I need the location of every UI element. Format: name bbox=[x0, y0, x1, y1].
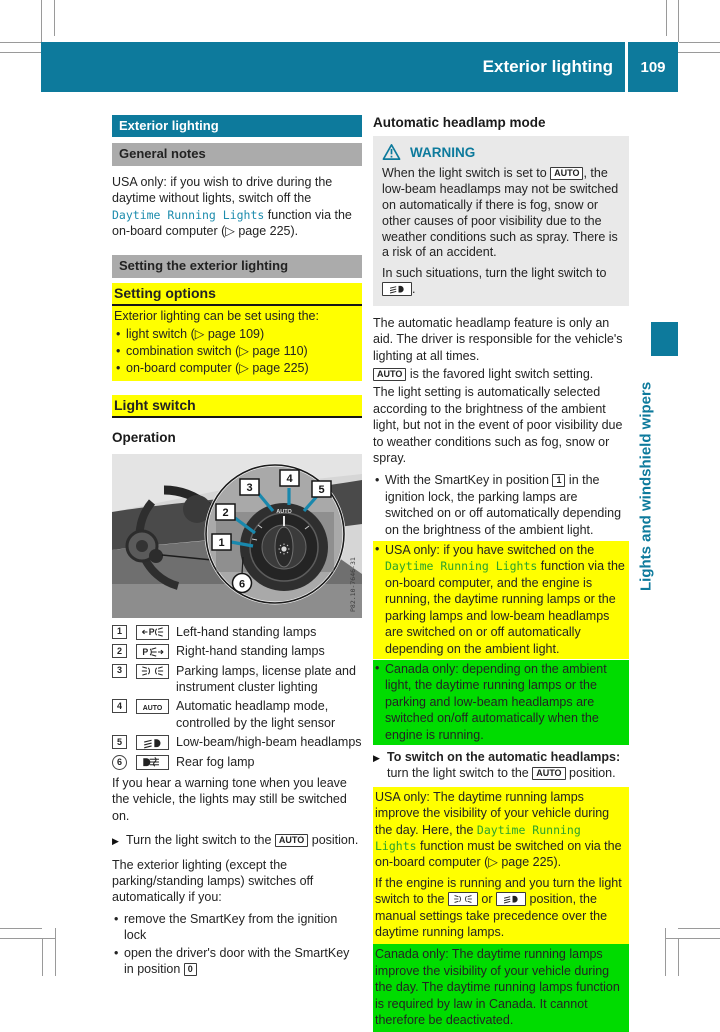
legend-number: 4 bbox=[112, 699, 127, 713]
auto-mode-icon bbox=[136, 699, 169, 714]
auto-keycap: AUTO bbox=[532, 767, 565, 780]
legend-row bbox=[112, 734, 362, 750]
legend-row bbox=[112, 698, 362, 731]
legend-label: Rear fog lamp bbox=[176, 754, 255, 769]
legend-label: Parking lamps, license plate and instrument cluster lighting bbox=[176, 663, 356, 694]
auto-keycap: AUTO bbox=[373, 368, 406, 381]
rear-fog-lamp-icon bbox=[136, 755, 169, 770]
auto-keycap: AUTO bbox=[275, 834, 308, 847]
paragraph: The exterior lighting (except the parking/standing lamps) switches off automatically if you: bbox=[112, 857, 314, 905]
legend-label: Left-hand standing lamps bbox=[176, 624, 317, 639]
svg-text:P: P bbox=[148, 627, 155, 638]
svg-text:AUTO: AUTO bbox=[142, 705, 163, 713]
warning-title-row bbox=[382, 143, 620, 161]
list-item-canada-highlighted: • Canada only: depending on the ambient light, the daytime running lamps or the parking and low-beam headlamps are switched on/off automatically when the engine is running. bbox=[373, 660, 629, 745]
list-item: • remove the SmartKey from the ignition lock bbox=[112, 911, 362, 944]
paragraph: The light setting is automatically selected according to the brightness of the ambient light, but not in the event of poor visibility due to weather conditions such as fog, snow or spray. bbox=[373, 385, 623, 466]
crop-mark bbox=[679, 42, 720, 43]
callout-2: 2 bbox=[222, 506, 229, 519]
legend-number: 5 bbox=[112, 735, 127, 749]
crop-mark bbox=[55, 928, 56, 976]
legend-number: 2 bbox=[112, 644, 127, 658]
legend-row bbox=[112, 624, 362, 640]
section-header-exterior-lighting: Exterior lighting bbox=[112, 115, 362, 137]
legend-number: 6 bbox=[112, 755, 127, 770]
crop-mark bbox=[54, 0, 55, 36]
legend-number: 3 bbox=[112, 664, 127, 678]
section-header-setting-exterior-lighting: Setting the exterior lighting bbox=[112, 255, 362, 277]
crop-mark bbox=[42, 938, 43, 976]
instruction-bold: To switch on the automatic headlamps: bbox=[387, 749, 621, 764]
warning-paragraph: When the light switch is set to AUTO , the low-beam headlamps may not be switched on automatically if there is fog, snow or other causes of poor visibility due to the weather conditions such as spray. There is a risk of an accident. bbox=[382, 166, 619, 260]
low-beam-icon bbox=[382, 282, 412, 296]
crop-mark bbox=[666, 0, 667, 36]
left-column bbox=[112, 115, 362, 977]
section-header-light-switch: Light switch bbox=[112, 395, 362, 418]
section-header-general-notes: General notes bbox=[112, 143, 362, 165]
setting-options-intro: Exterior lighting can be set using the: bbox=[114, 309, 319, 324]
daytime-running-lights-link: Daytime Running Lights bbox=[385, 559, 538, 574]
paragraph: The automatic headlamp feature is only an aid. The driver is responsible for the vehicle's lighting at all times. bbox=[373, 315, 623, 363]
instruction: ▶ Turn the light switch to the AUTO position. bbox=[112, 832, 362, 848]
legend-number: 1 bbox=[112, 625, 127, 639]
low-beam-icon bbox=[496, 892, 526, 906]
right-standing-lamps-icon bbox=[136, 644, 169, 659]
crop-mark bbox=[678, 0, 679, 42]
warning-paragraph: In such situations, turn the light switch to . bbox=[382, 266, 607, 296]
crop-mark bbox=[678, 938, 679, 976]
legend-label: Right-hand standing lamps bbox=[176, 644, 325, 659]
position-1-keycap: 1 bbox=[552, 474, 565, 487]
paragraph: USA only: if you wish to drive during the daytime without lights, switch off the Daytime Running Lights function via the on-board computer (▷ page 225). bbox=[112, 174, 352, 239]
warning-title: WARNING bbox=[410, 144, 476, 160]
list-item: • With the SmartKey in position 1 in the ignition lock, the parking lamps are switched on or off automatically depending on the brightness of the ambient light. bbox=[373, 472, 629, 538]
callout-4: 4 bbox=[286, 472, 293, 485]
legend-row bbox=[112, 754, 362, 770]
highlighted-setting-options bbox=[112, 306, 362, 381]
legend-row bbox=[112, 643, 362, 659]
dash-light-switch bbox=[149, 549, 163, 563]
section-header-setting-options: Setting options bbox=[112, 283, 362, 306]
crop-mark bbox=[0, 928, 42, 929]
auto-keycap: AUTO bbox=[550, 167, 583, 180]
page-header-banner bbox=[41, 42, 625, 92]
light-switch-figure bbox=[112, 454, 362, 618]
daytime-running-lights-link: Daytime Running Lights bbox=[112, 207, 265, 222]
page-header-title: Exterior lighting bbox=[482, 57, 613, 76]
list-item: • on-board computer (▷ page 225) bbox=[114, 360, 358, 376]
chapter-tab-marker bbox=[651, 322, 678, 356]
instruction: ▶ To switch on the automatic headlamps: turn the light switch to the AUTO position. bbox=[373, 749, 629, 782]
list-item: • combination switch (▷ page 110) bbox=[114, 343, 358, 359]
legend-row bbox=[112, 663, 362, 696]
light-switch-illustration bbox=[112, 454, 362, 618]
crop-mark bbox=[665, 928, 666, 976]
low-beam-icon bbox=[136, 735, 169, 750]
paragraph: If you hear a warning tone when you leave the vehicle, the lights may still be switched on. bbox=[112, 775, 347, 823]
list-item-usa-highlighted: • USA only: if you have switched on the Daytime Running Lights function via the on-board computer, and the engine is running, the daytime running lamps or the parking lamps and low-beam headlamps are switched on or off automatically depending on the ambient light. bbox=[373, 541, 629, 659]
figure-legend bbox=[112, 624, 362, 770]
operation-heading: Operation bbox=[112, 430, 176, 446]
parking-lamps-icon bbox=[448, 892, 478, 906]
note-canada-highlighted: Canada only: The daytime running lamps improve the visibility of your vehicle during the day. The daytime running lamps function is required by law in Canada. It cannot therefore be deactivated. bbox=[373, 944, 629, 1032]
callout-5: 5 bbox=[318, 483, 325, 496]
callout-3: 3 bbox=[246, 481, 253, 494]
paragraph: AUTO is the favored light switch setting. bbox=[373, 366, 629, 382]
legend-label: Automatic headlamp mode, controlled by the light sensor bbox=[176, 699, 336, 730]
daytime-running-lights-link: Daytime Running Lights bbox=[375, 822, 581, 853]
list-item: • open the driver's door with the SmartKey in position 0 bbox=[112, 945, 362, 978]
figure-code: P82.10-7646-31 bbox=[349, 556, 357, 612]
callout-6: 6 bbox=[238, 578, 246, 591]
crop-mark bbox=[41, 0, 42, 42]
parking-lamps-icon bbox=[136, 664, 169, 679]
knob-auto-label: AUTO bbox=[276, 508, 292, 515]
list-item: • light switch (▷ page 109) bbox=[114, 326, 358, 342]
page-number: 109 bbox=[628, 42, 678, 92]
crop-mark bbox=[0, 42, 41, 43]
warning-triangle-icon bbox=[382, 143, 401, 161]
crop-mark bbox=[665, 938, 720, 939]
note-usa-highlighted: USA only: The daytime running lamps improve the visibility of your vehicle during the day. Here, the Daytime Running Lights function must be switched on via the on-board computer (▷ page 225). bbox=[373, 787, 629, 875]
auto-headlamp-heading: Automatic headlamp mode bbox=[373, 115, 546, 130]
crop-mark bbox=[678, 928, 720, 929]
svg-text:P: P bbox=[142, 646, 149, 657]
left-standing-lamps-icon bbox=[136, 625, 169, 640]
note-usa2-highlighted: If the engine is running and you turn the light switch to the or position, the manual settings take precedence over the daytime running lamps. bbox=[373, 875, 629, 945]
position-0-keycap: 0 bbox=[184, 963, 197, 976]
chapter-tab-label: Lights and windshield wipers bbox=[637, 381, 655, 591]
warning-box bbox=[373, 136, 629, 305]
crop-mark bbox=[0, 938, 55, 939]
legend-label: Low-beam/high-beam headlamps bbox=[176, 735, 362, 750]
right-column bbox=[373, 115, 629, 1032]
callout-1: 1 bbox=[218, 536, 225, 549]
